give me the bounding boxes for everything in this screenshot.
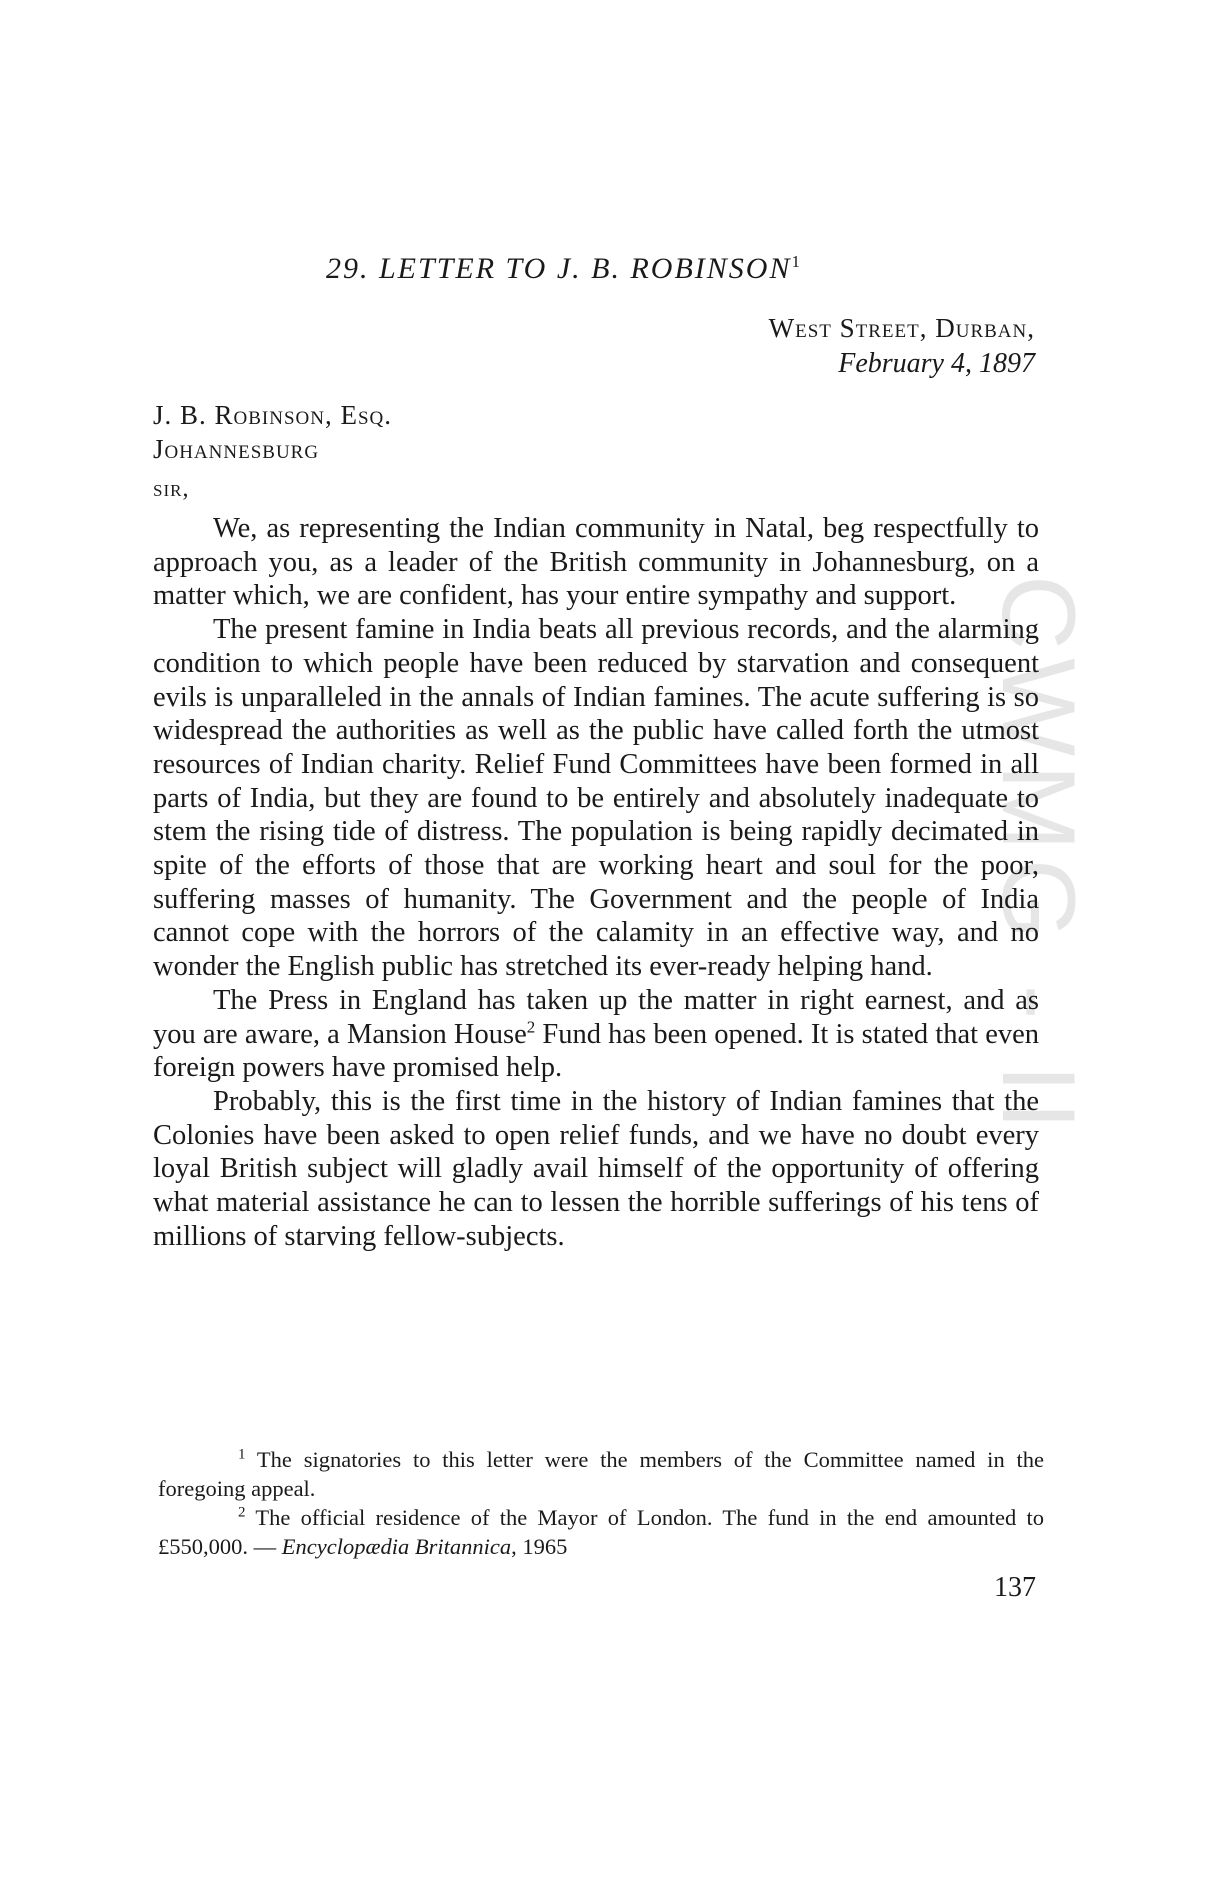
footnote-marker: 1: [238, 1446, 246, 1463]
salutation: sir,: [153, 476, 190, 502]
footnote-1: [158, 1445, 1044, 1503]
paragraph: Probably, this is the first time in the history of Indian famines that the Colonies have been asked to open relief funds, and we have no doubt every loyal British subject will gladly avail himself of the opportunity of offering what material assistance he can to lessen the horrible sufferings of his tens of millions of starving fellow-subjects.: [153, 1085, 1039, 1252]
letter-title-text: 29. LETTER TO J. B. ROBINSON: [326, 252, 792, 285]
footnote-source: Encyclopædia Britannica: [281, 1534, 512, 1559]
paragraph-text: The Press in England has taken up the matter in right earnest, and as you are aware, a Mansion House: [153, 984, 1039, 1050]
addressee-place: Johannesburg: [153, 434, 320, 464]
watermark-text: CWMG - II: [980, 575, 1096, 1139]
sender-address: [769, 310, 1035, 382]
footnote-ref-1: 1: [791, 252, 800, 271]
paragraph: [153, 984, 1039, 1085]
addressee: [153, 398, 392, 466]
letter-date: February 4, 1897: [838, 348, 1035, 379]
footnote-2: [158, 1503, 1044, 1561]
addressee-name: J. B. Robinson, Esq.: [153, 400, 393, 430]
letter-body: [153, 512, 1039, 1253]
footnote-year: , 1965: [511, 1534, 568, 1559]
footnote-text: The signatories to this letter were the members of the Committee named in the foregoing appeal.: [158, 1447, 1044, 1501]
paragraph: The present famine in India beats all previous records, and the alarming condition to which people have been reduced by starvation and consequent evils is unparalleled in the annals of Indian famines. The acute suffering is so widespread the authorities as well as the public have called forth the utmost resources of Indian charity. Relief Fund Committees have been formed in all parts of India, but they are found to be entirely and absolutely inadequate to stem the rising tide of distress. The population is being rapidly decimated in spite of the efforts of those that are working heart and soul for the poor, suffering masses of humanity. The Government and the people of India cannot cope with the horrors of the calamity in an effective way, and no wonder the English public has stretched its ever-ready helping hand.: [153, 614, 1039, 983]
footnote-text: The official residence of the Mayor of London. The fund in the end amounted to £550,000. —: [158, 1505, 1044, 1559]
footnotes: [158, 1445, 1044, 1561]
letter-title: [326, 252, 800, 286]
address-line: West Street, Durban,: [768, 313, 1035, 343]
footnote-ref-2: 2: [526, 1017, 536, 1037]
paragraph-text: Fund has been opened. It is stated that even foreign powers have promised help.: [153, 1018, 1039, 1084]
page-number: 137: [994, 1572, 1036, 1603]
paragraph: We, as representing the Indian community in Natal, beg respectfully to approach you, as a leader of the British community in Johannesburg, on a matter which, we are confident, has your entire sympathy and support.: [153, 513, 1039, 612]
footnote-marker: 2: [238, 1504, 246, 1521]
